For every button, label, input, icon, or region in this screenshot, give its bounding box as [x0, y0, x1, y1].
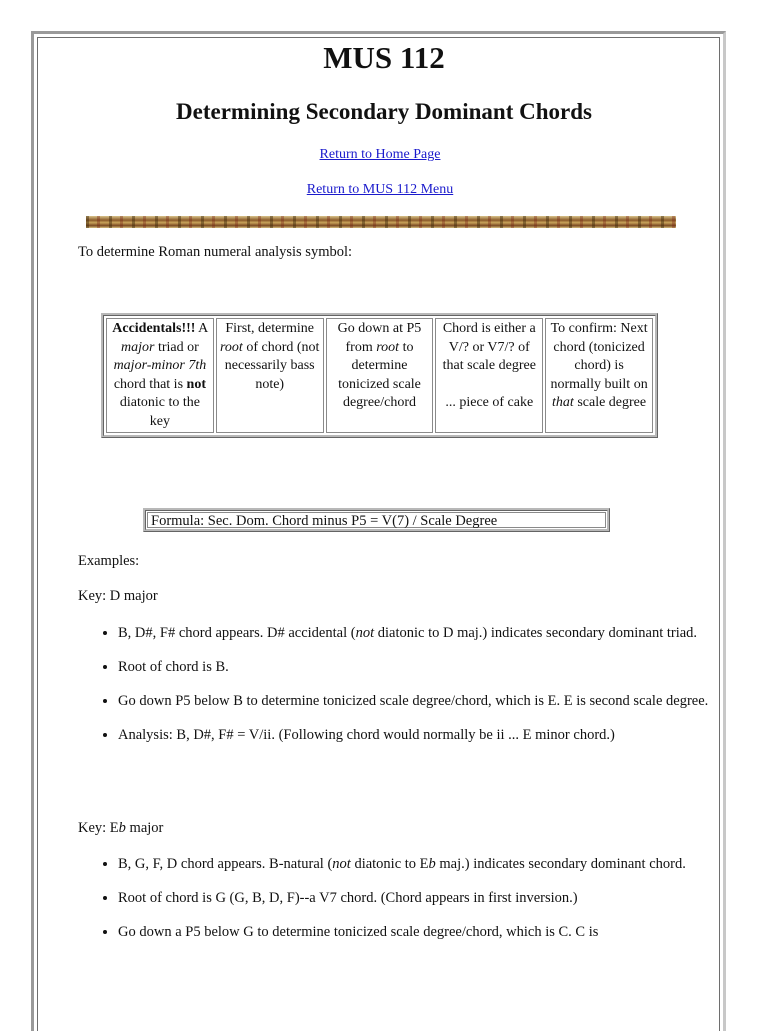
- step-cell-confirm: To confirm: Next chord (tonicized chord) is normally built on that scale degree: [545, 318, 653, 433]
- list-item: • Root of chord is B.: [118, 657, 718, 677]
- example2-key: Key: Eb major: [78, 820, 164, 836]
- formula-box: [143, 508, 610, 532]
- intro-text: To determine Roman numeral analysis symbol:: [78, 244, 353, 260]
- list-item: • Root of chord is G (G, B, D, F)--a V7 chord. (Chord appears in first inversion.): [118, 888, 718, 908]
- step-cell-chord: Chord is either a V/? or V7/? of that scale degree ... piece of cake: [435, 318, 543, 433]
- example2-list: [78, 854, 718, 956]
- list-item: • Analysis: B, D#, F# = V/ii. (Following chord would normally be ii ... E minor chord.): [118, 725, 718, 745]
- page-title: MUS 112: [323, 40, 445, 75]
- list-item: • Go down a P5 below G to determine tonicized scale degree/chord, which is C. C is: [118, 922, 718, 942]
- home-page-link[interactable]: Return to Home Page: [319, 147, 441, 162]
- list-item: • Go down P5 below B to determine tonicized scale degree/chord, which is E. E is second scale degree.: [118, 691, 718, 711]
- step-cell-accidentals: Accidentals!!! A major triad or major-minor 7th chord that is not diatonic to the key: [106, 318, 214, 433]
- steps-table: [101, 313, 658, 438]
- examples-label: Examples:: [78, 553, 140, 569]
- step-cell-down-p5: Go down at P5 from root to determine tonicized scale degree/chord: [326, 318, 434, 433]
- mus112-menu-link[interactable]: Return to MUS 112 Menu: [306, 182, 454, 197]
- page-subtitle: Determining Secondary Dominant Chords: [176, 99, 592, 124]
- decorative-divider: [86, 216, 676, 228]
- formula-text: Formula: Sec. Dom. Chord minus P5 = V(7) / Scale Degree: [147, 512, 606, 528]
- list-item: • B, D#, F# chord appears. D# accidental (not diatonic to D maj.) indicates secondary dominant triad.: [118, 623, 718, 643]
- example1-key: Key: D major: [78, 588, 158, 604]
- list-item: • B, G, F, D chord appears. B-natural (not diatonic to Eb maj.) indicates secondary dominant chord.: [118, 854, 718, 874]
- step-cell-root: First, determine root of chord (not necessarily bass note): [216, 318, 324, 433]
- example1-list: [78, 623, 718, 759]
